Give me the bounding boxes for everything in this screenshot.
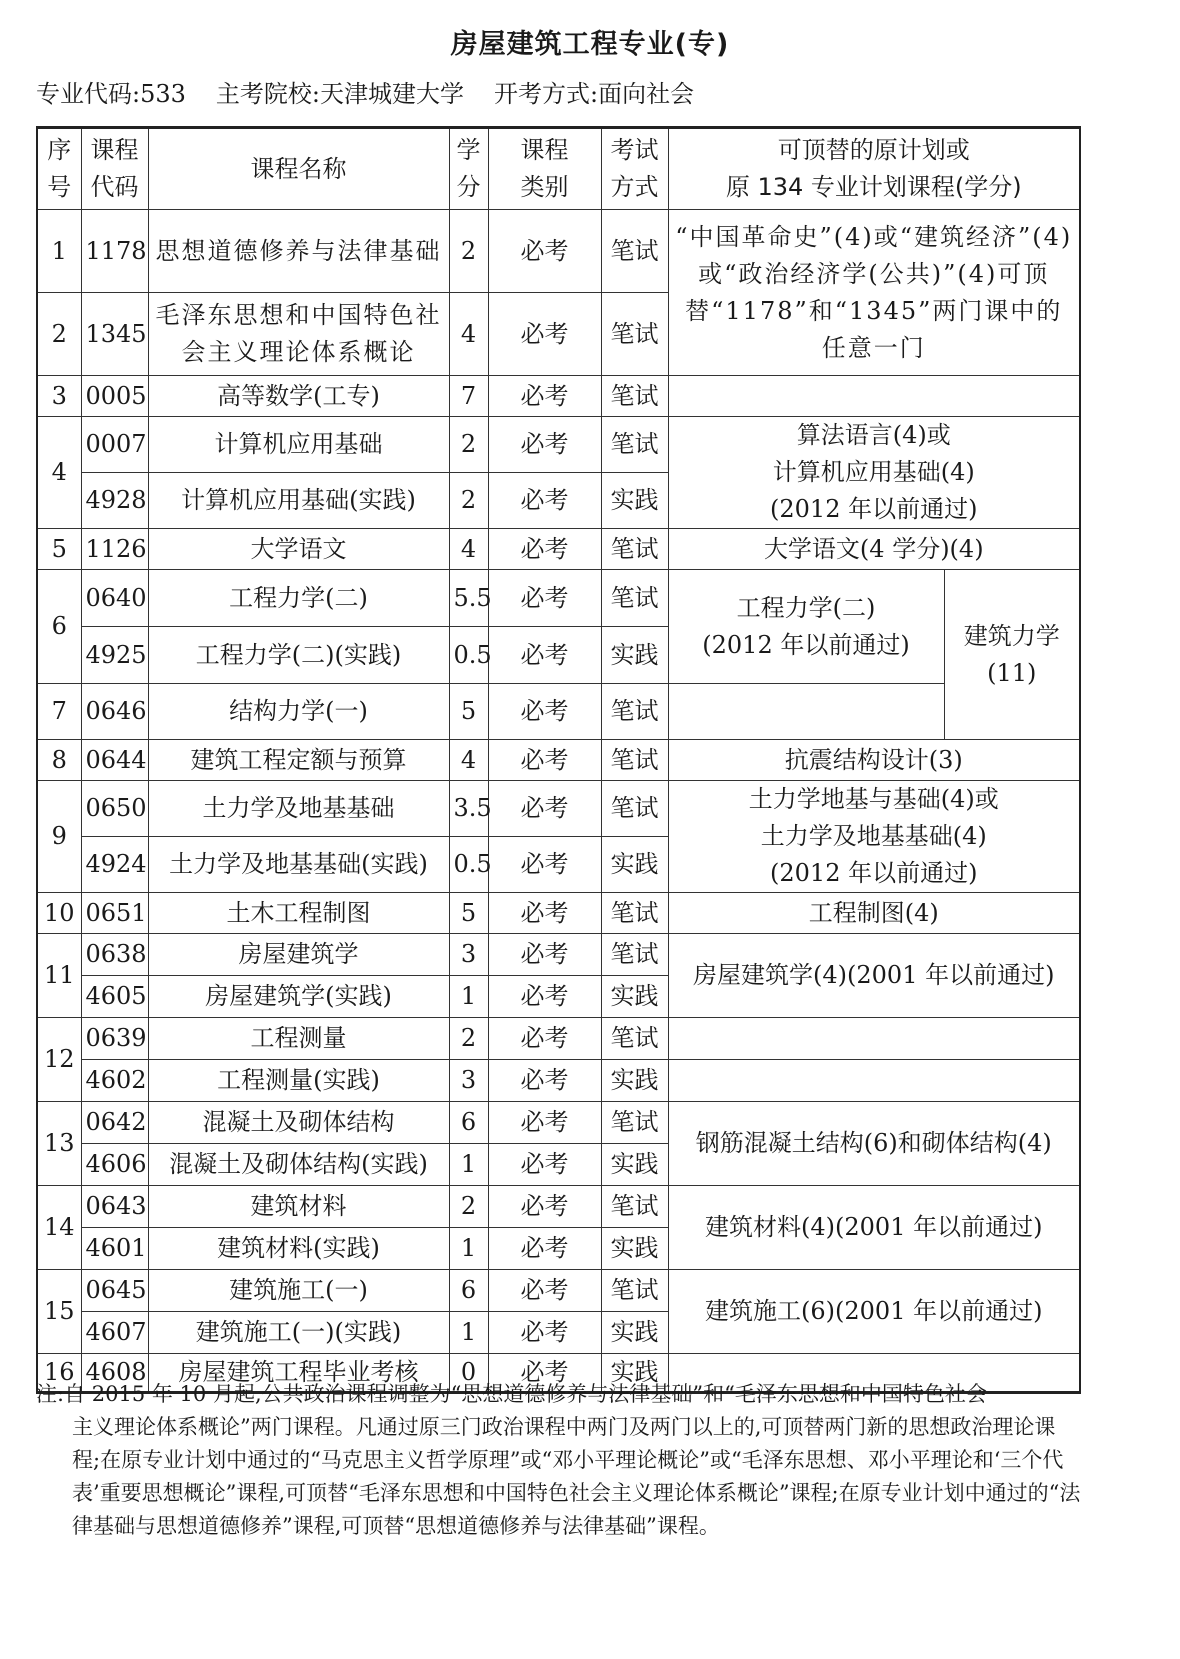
cell-code: 0007	[81, 417, 148, 473]
cell-code: 4606	[81, 1144, 148, 1186]
cell-type: 必考	[488, 529, 601, 570]
cell-exam: 笔试	[601, 1270, 668, 1312]
cell-code: 0645	[81, 1270, 148, 1312]
cell-replacement	[668, 1060, 1080, 1102]
cell-code: 0644	[81, 740, 148, 781]
cell-name: 土力学及地基基础	[148, 781, 449, 837]
cell-exam: 笔试	[601, 1102, 668, 1144]
cell-credit: 3.5	[449, 781, 488, 837]
cell-exam: 实践	[601, 1144, 668, 1186]
cell-seq: 16	[37, 1354, 81, 1393]
header-name: 课程名称	[148, 128, 449, 210]
cell-code: 4607	[81, 1312, 148, 1354]
table-row	[37, 376, 1080, 417]
table-row	[37, 740, 1080, 781]
cell-seq: 11	[37, 934, 81, 1018]
cell-code: 0638	[81, 934, 148, 976]
major-meta	[36, 74, 724, 109]
cell-exam: 笔试	[601, 417, 668, 473]
cell-exam: 笔试	[601, 893, 668, 934]
cell-seq: 3	[37, 376, 81, 417]
cell-credit: 4	[449, 529, 488, 570]
cell-exam: 笔试	[601, 684, 668, 740]
cell-name: 结构力学(一)	[148, 684, 449, 740]
cell-exam: 实践	[601, 1060, 668, 1102]
cell-type: 必考	[488, 1228, 601, 1270]
cell-name: 建筑施工(一)	[148, 1270, 449, 1312]
cell-credit: 0.5	[449, 837, 488, 893]
cell-code: 1178	[81, 210, 148, 293]
course-plan-table	[36, 126, 1081, 1394]
cell-replacement: 抗震结构设计(3)	[668, 740, 1080, 781]
cell-seq: 2	[37, 293, 81, 376]
cell-exam: 实践	[601, 837, 668, 893]
cell-exam: 笔试	[601, 529, 668, 570]
cell-replacement-a	[668, 684, 944, 740]
header-replacement: 可顶替的原计划或 原 134 专业计划课程(学分)	[668, 128, 1080, 210]
cell-replacement: 工程制图(4)	[668, 893, 1080, 934]
cell-replacement: 建筑材料(4)(2001 年以前通过)	[668, 1186, 1080, 1270]
cell-exam: 实践	[601, 1312, 668, 1354]
cell-type: 必考	[488, 976, 601, 1018]
cell-exam: 笔试	[601, 1186, 668, 1228]
cell-seq: 9	[37, 781, 81, 893]
cell-credit: 3	[449, 1060, 488, 1102]
cell-credit: 1	[449, 1312, 488, 1354]
cell-name: 计算机应用基础(实践)	[148, 473, 449, 529]
cell-name: 房屋建筑学	[148, 934, 449, 976]
cell-name: 房屋建筑工程毕业考核	[148, 1354, 449, 1393]
cell-seq: 1	[37, 210, 81, 293]
cell-type: 必考	[488, 417, 601, 473]
cell-seq: 13	[37, 1102, 81, 1186]
table-row	[37, 684, 1080, 740]
table-row	[37, 417, 1080, 473]
cell-exam: 笔试	[601, 210, 668, 293]
table-row	[37, 529, 1080, 570]
cell-name: 建筑材料(实践)	[148, 1228, 449, 1270]
cell-exam: 笔试	[601, 293, 668, 376]
cell-credit: 2	[449, 1018, 488, 1060]
cell-credit: 2	[449, 473, 488, 529]
cell-type: 必考	[488, 570, 601, 627]
cell-type: 必考	[488, 740, 601, 781]
cell-seq: 14	[37, 1186, 81, 1270]
cell-type: 必考	[488, 1102, 601, 1144]
cell-credit: 5.5	[449, 570, 488, 627]
cell-seq: 10	[37, 893, 81, 934]
cell-credit: 7	[449, 376, 488, 417]
cell-code: 4925	[81, 627, 148, 684]
table-row	[37, 1270, 1080, 1312]
cell-type: 必考	[488, 1060, 601, 1102]
cell-name: 大学语文	[148, 529, 449, 570]
cell-exam: 实践	[601, 627, 668, 684]
exam-mode: 开考方式:面向社会	[494, 80, 695, 108]
cell-credit: 4	[449, 293, 488, 376]
cell-replacement	[668, 1018, 1080, 1060]
cell-code: 0643	[81, 1186, 148, 1228]
cell-credit: 5	[449, 684, 488, 740]
cell-seq: 15	[37, 1270, 81, 1354]
cell-exam: 实践	[601, 976, 668, 1018]
cell-credit: 1	[449, 1228, 488, 1270]
cell-exam: 笔试	[601, 1018, 668, 1060]
cell-seq: 7	[37, 684, 81, 740]
cell-code: 4602	[81, 1060, 148, 1102]
cell-code: 1345	[81, 293, 148, 376]
cell-type: 必考	[488, 893, 601, 934]
cell-code: 0650	[81, 781, 148, 837]
cell-code: 0640	[81, 570, 148, 627]
cell-exam: 笔试	[601, 781, 668, 837]
table-row	[37, 1102, 1080, 1144]
cell-replacement: 土力学地基与基础(4)或 土力学及地基基础(4) (2012 年以前通过)	[668, 781, 1080, 893]
header-exam: 考试 方式	[601, 128, 668, 210]
cell-replacement: 建筑施工(6)(2001 年以前通过)	[668, 1270, 1080, 1354]
cell-credit: 2	[449, 1186, 488, 1228]
table-row	[37, 570, 1080, 627]
cell-name: 工程测量(实践)	[148, 1060, 449, 1102]
table-row	[37, 781, 1080, 837]
cell-name: 建筑施工(一)(实践)	[148, 1312, 449, 1354]
cell-type: 必考	[488, 473, 601, 529]
cell-name: 计算机应用基础	[148, 417, 449, 473]
cell-credit: 0	[449, 1354, 488, 1393]
cell-code: 0642	[81, 1102, 148, 1144]
cell-type: 必考	[488, 1312, 601, 1354]
cell-credit: 0.5	[449, 627, 488, 684]
cell-name: 混凝土及砌体结构(实践)	[148, 1144, 449, 1186]
cell-name: 建筑材料	[148, 1186, 449, 1228]
cell-name: 毛泽东思想和中国特色社会主义理论体系概论	[148, 293, 449, 376]
cell-credit: 2	[449, 417, 488, 473]
cell-code: 4608	[81, 1354, 148, 1393]
cell-code: 4601	[81, 1228, 148, 1270]
cell-code: 4605	[81, 976, 148, 1018]
cell-credit: 3	[449, 934, 488, 976]
cell-replacement: 钢筋混凝土结构(6)和砌体结构(4)	[668, 1102, 1080, 1186]
cell-code: 0651	[81, 893, 148, 934]
cell-credit: 5	[449, 893, 488, 934]
page-title: 房屋建筑工程专业(专)	[450, 29, 730, 60]
cell-credit: 6	[449, 1102, 488, 1144]
major-code: 专业代码:533	[36, 80, 186, 108]
cell-type: 必考	[488, 627, 601, 684]
header-type: 课程 类别	[488, 128, 601, 210]
header-seq: 序 号	[37, 128, 81, 210]
cell-type: 必考	[488, 1186, 601, 1228]
table-row	[37, 210, 1080, 293]
table-row	[37, 1018, 1080, 1060]
cell-name: 混凝土及砌体结构	[148, 1102, 449, 1144]
cell-name: 土木工程制图	[148, 893, 449, 934]
cell-name: 高等数学(工专)	[148, 376, 449, 417]
cell-type: 必考	[488, 210, 601, 293]
footnote-first-line: 注:自 2015 年 10 月起,公共政治课程调整为“思想道德修养与法律基础”和“毛泽东思想和中国特色社会	[36, 1382, 987, 1406]
cell-replacement-b: 建筑力学 (11)	[944, 570, 1080, 740]
cell-exam: 实践	[601, 1354, 668, 1393]
cell-credit: 1	[449, 1144, 488, 1186]
cell-code: 4928	[81, 473, 148, 529]
cell-name: 建筑工程定额与预算	[148, 740, 449, 781]
cell-credit: 2	[449, 210, 488, 293]
cell-code: 0639	[81, 1018, 148, 1060]
table-row	[37, 934, 1080, 976]
cell-replacement: 房屋建筑学(4)(2001 年以前通过)	[668, 934, 1080, 1018]
cell-replacement: “中国革命史”(4)或“建筑经济”(4)或“政治经济学(公共)”(4)可顶替“1178”和“1345”两门课中的任意一门	[668, 210, 1080, 376]
host-school: 主考院校:天津城建大学	[215, 80, 464, 108]
cell-type: 必考	[488, 1018, 601, 1060]
cell-replacement-a: 工程力学(二) (2012 年以前通过)	[668, 570, 944, 684]
cell-type: 必考	[488, 1354, 601, 1393]
cell-type: 必考	[488, 934, 601, 976]
cell-type: 必考	[488, 376, 601, 417]
cell-seq: 8	[37, 740, 81, 781]
cell-type: 必考	[488, 781, 601, 837]
footnote	[36, 1378, 1081, 1543]
cell-exam: 笔试	[601, 570, 668, 627]
header-code: 课程 代码	[81, 128, 148, 210]
cell-code: 0646	[81, 684, 148, 740]
cell-code: 0005	[81, 376, 148, 417]
cell-exam: 实践	[601, 473, 668, 529]
cell-credit: 1	[449, 976, 488, 1018]
cell-type: 必考	[488, 1144, 601, 1186]
cell-type: 必考	[488, 293, 601, 376]
cell-credit: 4	[449, 740, 488, 781]
cell-exam: 笔试	[601, 934, 668, 976]
header-row	[37, 128, 1080, 210]
cell-seq: 6	[37, 570, 81, 684]
cell-exam: 笔试	[601, 740, 668, 781]
cell-name: 思想道德修养与法律基础	[148, 210, 449, 293]
cell-type: 必考	[488, 684, 601, 740]
cell-replacement: 算法语言(4)或 计算机应用基础(4) (2012 年以前通过)	[668, 417, 1080, 529]
table-row	[37, 1186, 1080, 1228]
cell-type: 必考	[488, 837, 601, 893]
cell-name: 工程测量	[148, 1018, 449, 1060]
table-row	[37, 1060, 1080, 1102]
cell-credit: 6	[449, 1270, 488, 1312]
cell-name: 土力学及地基基础(实践)	[148, 837, 449, 893]
cell-replacement	[668, 376, 1080, 417]
cell-seq: 5	[37, 529, 81, 570]
cell-name: 工程力学(二)(实践)	[148, 627, 449, 684]
cell-exam: 实践	[601, 1228, 668, 1270]
cell-name: 房屋建筑学(实践)	[148, 976, 449, 1018]
cell-name: 工程力学(二)	[148, 570, 449, 627]
header-credit: 学 分	[449, 128, 488, 210]
cell-code: 1126	[81, 529, 148, 570]
cell-replacement: 大学语文(4 学分)(4)	[668, 529, 1080, 570]
footnote-body: 主义理论体系概论”两门课程。凡通过原三门政治课程中两门及两门以上的,可顶替两门新的思想政治理论课程;在原专业计划中通过的“马克思主义哲学原理”或“邓小平理论概论”或“毛泽东思想、邓小平理论和‘三个代表’重要思想概论”课程,可顶替“毛泽东思想和中国特色社会主义理论体系概论”课程;在原专业计划中通过的“法律基础与思想道德修养”课程,可顶替“思想道德修养与法律基础”课程。	[72, 1415, 1081, 1538]
cell-code: 4924	[81, 837, 148, 893]
cell-seq: 4	[37, 417, 81, 529]
cell-exam: 笔试	[601, 376, 668, 417]
table-row	[37, 893, 1080, 934]
cell-seq: 12	[37, 1018, 81, 1102]
cell-type: 必考	[488, 1270, 601, 1312]
